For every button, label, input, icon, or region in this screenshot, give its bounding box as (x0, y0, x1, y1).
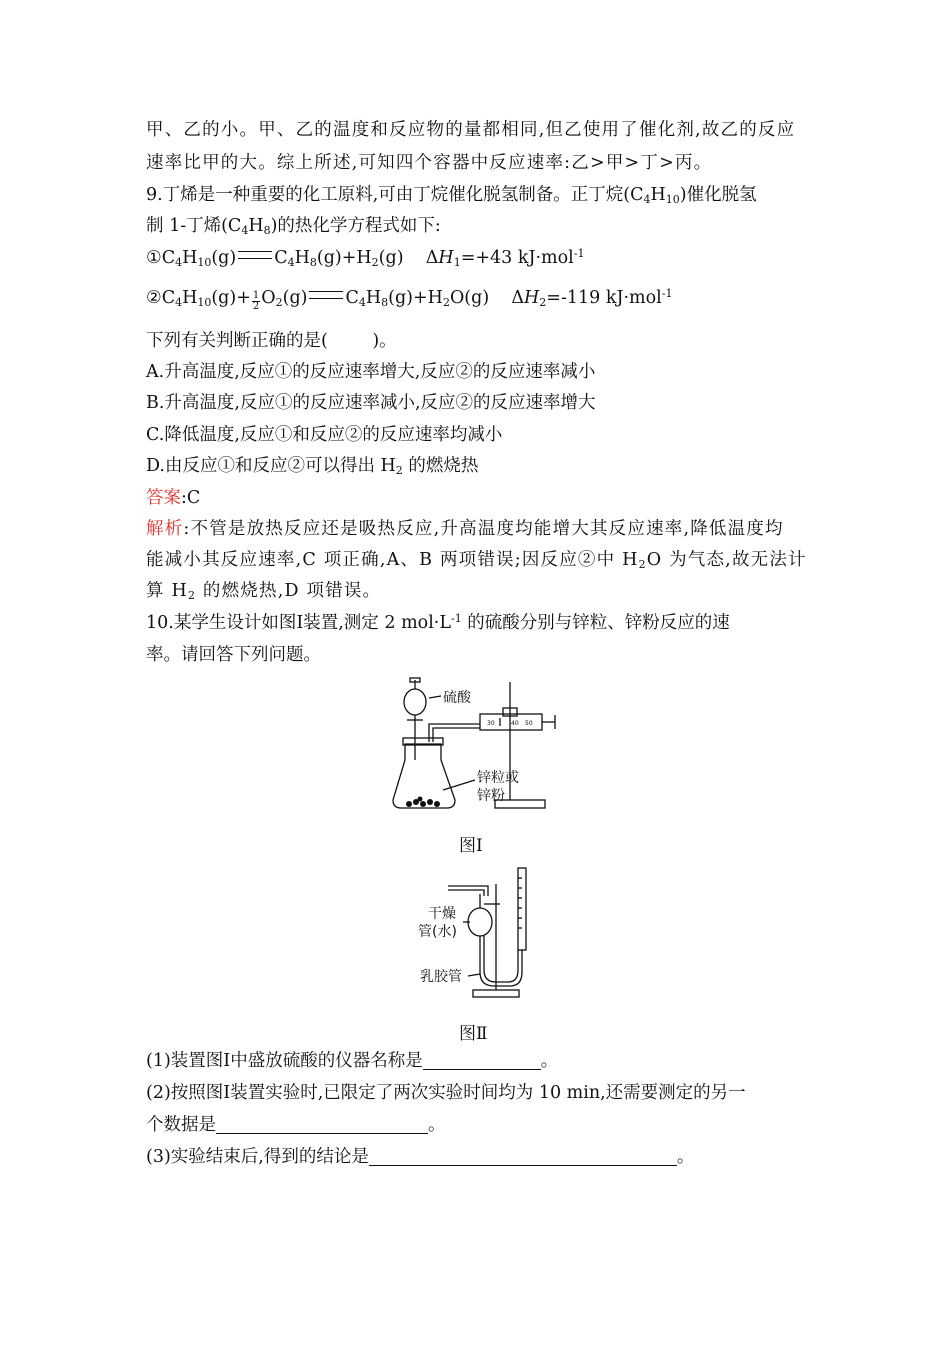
separatory-funnel (404, 689, 426, 715)
equation-2: $②C_4H_{10}(g)+$ $\frac{1}{2}$ $O_2(g)$ $C_4H_8(g)+H_2O(g)$ $\Delta H_2=-119$ kJ·mol$^{-1}$ (146, 287, 673, 312)
explanation-line-1: 解析:不管是放热反应还是吸热反应,升高温度均能增大其反应速率,降低温度均 (146, 519, 784, 539)
text-line: 速率比甲的大。综上所述,可知四个容器中反应速率:乙>甲>丁>丙。 (146, 153, 713, 173)
fraction-half: $\frac{1}{2}$ (252, 290, 260, 312)
equal-sign (309, 291, 343, 299)
option-c: C.降低温度,反应①和反应②的反应速率均减小 (146, 425, 503, 445)
figure-2-apparatus (418, 864, 538, 1004)
equal-sign (238, 251, 272, 259)
question-10-line-1: 10.某学生设计如图Ⅰ装置,测定 2 $mol\cdot L^{-1}$ 的硫酸分别与锌粒、锌粉反应的速 (146, 612, 730, 633)
label-acid: 硫酸 (443, 690, 471, 706)
drying-tube (468, 908, 492, 936)
label-drying-1: 干燥 (428, 906, 456, 922)
stand-base (473, 990, 519, 997)
explanation-label: 解析 (146, 519, 184, 539)
label-rubber-tube: 乳胶管 (420, 969, 462, 985)
subquestion-2-line-2: 个数据是 。 (146, 1115, 446, 1135)
answer-label: 答案 (146, 488, 181, 508)
subquestion-1: (1)装置图Ⅰ中盛放硫酸的仪器名称是 。 (146, 1051, 559, 1071)
subquestion-3: (3)实验结束后,得到的结论是 。 (146, 1147, 695, 1167)
question-stem: 下列有关判断正确的是( )。 (146, 331, 397, 351)
scale-mark: 40 (511, 720, 519, 727)
label-zinc-1: 锌粒或 (477, 770, 519, 786)
option-d: D.由反应①和反应②可以得出 $H_2$ 的燃烧热 (146, 456, 479, 477)
explanation-line-3: 算 $H_2$ 的燃烧热,D 项错误。 (146, 581, 382, 602)
subquestion-2-line-1: (2)按照图Ⅰ装置实验时,已限定了两次实验时间均为 10 min,还需要测定的另一 (146, 1083, 746, 1103)
answer-line: 答案:C (146, 488, 201, 508)
scale-mark: 30 (487, 720, 495, 727)
answer-blank-1[interactable] (423, 1051, 541, 1070)
question-10-line-2: 率。请回答下列问题。 (146, 645, 321, 665)
answer-blank-3[interactable] (369, 1147, 677, 1166)
question-9-line-2: 制 1-丁烯$(C_4H_8)$的热化学方程式如下: (146, 216, 441, 237)
text-line: 甲、乙的小。甲、乙的温度和反应物的量都相同,但乙使用了催化剂,故乙的反应 (146, 120, 796, 140)
label-zinc-2: 锌粉 (477, 788, 505, 804)
conical-flask (393, 744, 455, 808)
option-a: A.升高温度,反应①的反应速率增大,反应②的反应速率减小 (146, 362, 596, 382)
figure-2-caption: 图Ⅱ (459, 1024, 488, 1044)
question-9-line-1: 9.丁烯是一种重要的化工原料,可由丁烷催化脱氢制备。正丁烷$(C_4H_{10})$催化脱氢 (146, 185, 757, 206)
label-drying-2: 管(水) (418, 924, 457, 940)
option-b: B.升高温度,反应①的反应速率减小,反应②的反应速率增大 (146, 393, 596, 413)
measuring-tube (518, 868, 526, 950)
scale-mark: 50 (525, 720, 533, 727)
answer-blank-2[interactable] (216, 1115, 428, 1134)
equation-1: $①C_4H_{10}(g)$ $C_4H_8(g)+H_2(g)$ $\Delta H_1=+43$ kJ·mol$^{-1}$ (146, 247, 585, 269)
explanation-line-2: 能减小其反应速率,C 项正确,A、B 两项错误;因反应②中 $H_2O$ 为气态,故无法计 (146, 550, 807, 571)
figure-1-apparatus (385, 672, 570, 817)
figure-1-caption: 图Ⅰ (459, 836, 483, 856)
